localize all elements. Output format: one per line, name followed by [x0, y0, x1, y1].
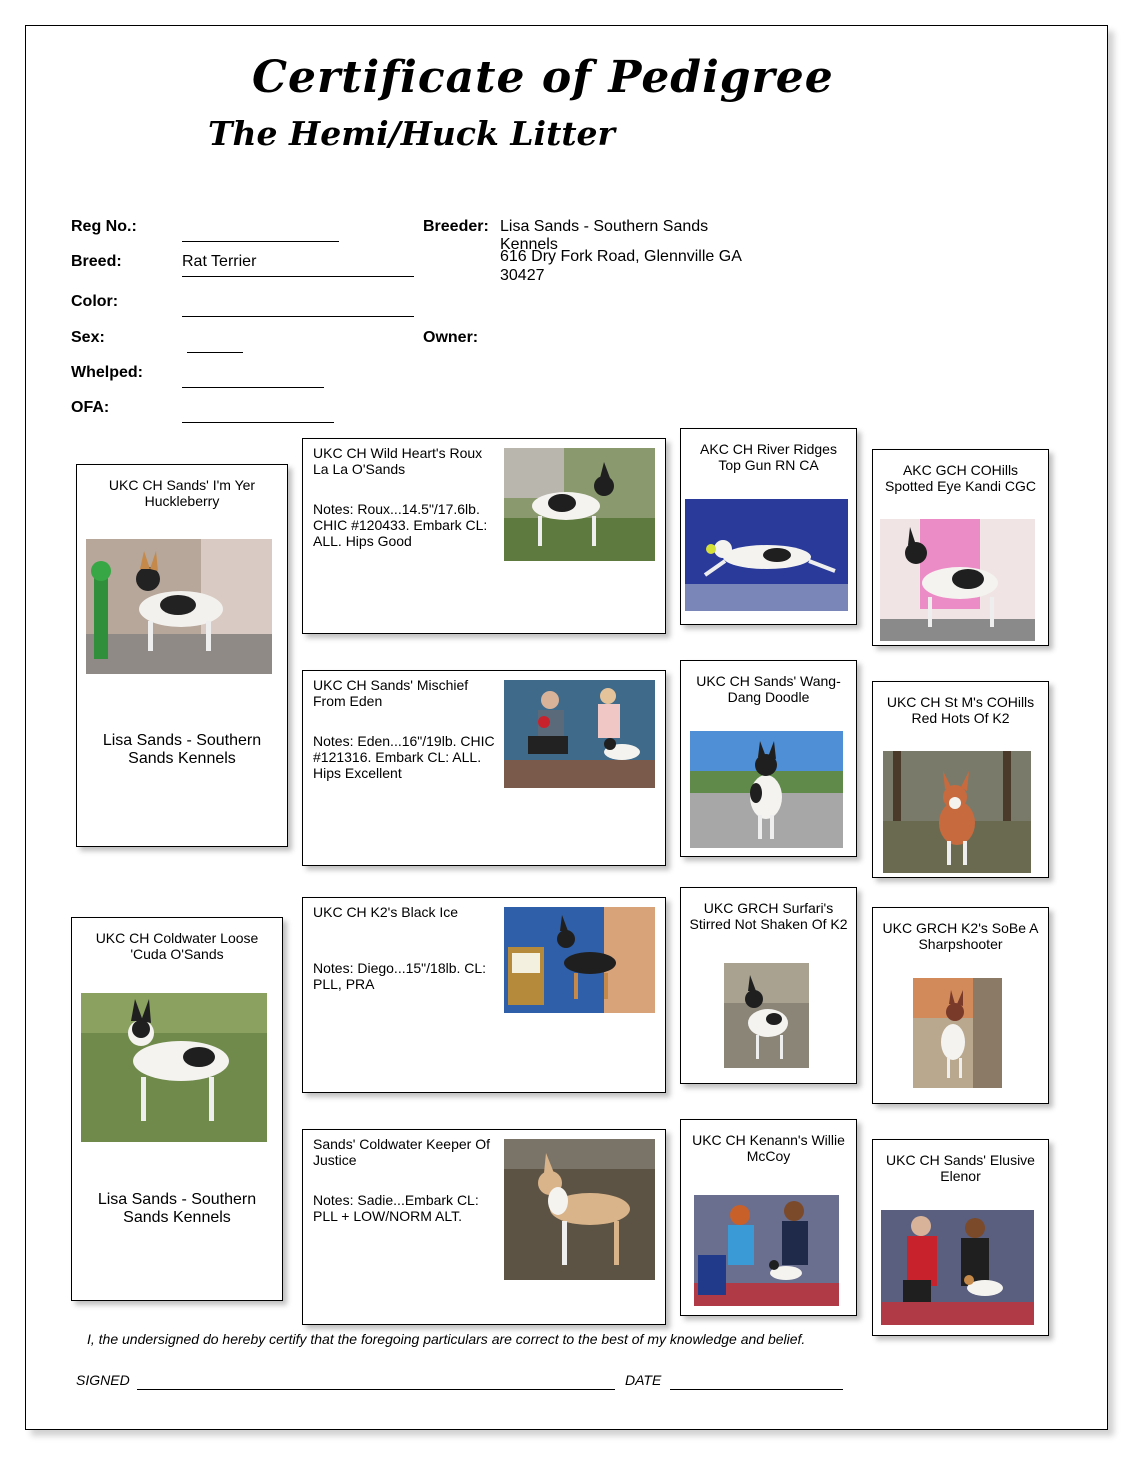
ofa-label: OFA: — [71, 399, 110, 416]
sire-name: UKC CH Sands' I'm Yer Huckleberry — [108, 477, 256, 509]
great-grandparent-name: UKC GRCH K2's SoBe A Sharpshooter — [882, 920, 1039, 952]
breed-underline — [182, 276, 414, 277]
breed-value: Rat Terrier — [182, 253, 257, 270]
signature-line — [137, 1389, 615, 1390]
grandparent-notes: Notes: Sadie...Embark CL: PLL + LOW/NORM ALT. — [313, 1192, 479, 1224]
great-grandparent-photo — [724, 963, 809, 1068]
whelped-underline — [182, 387, 324, 388]
great-grandparent-name: UKC CH Kenann's Willie McCoy — [692, 1132, 845, 1164]
grandparent-notes: Notes: Roux...14.5"/17.6lb. CHIC #120433. Embark CL: ALL. Hips Good — [313, 501, 488, 549]
litter-subtitle: The Hemi/Huck Litter — [208, 114, 615, 153]
breed-label: Breed: — [71, 253, 122, 270]
reg-label: Reg No.: — [71, 218, 137, 235]
great-grandparent-photo — [880, 519, 1035, 641]
sire-photo — [86, 539, 272, 674]
great-grandparent-box — [872, 907, 1049, 1104]
grandparent-name: Sands' Coldwater Keeper Of Justice — [313, 1136, 490, 1168]
grandparent-notes: Notes: Diego...15"/18lb. CL: PLL, PRA — [313, 960, 487, 992]
grandparent-box — [302, 438, 666, 634]
grandparent-photo — [504, 448, 655, 561]
date-label: DATE — [625, 1372, 662, 1388]
great-grandparent-photo — [685, 499, 848, 611]
great-grandparent-photo — [913, 978, 1002, 1088]
ofa-underline — [182, 422, 334, 423]
great-grandparent-name: UKC CH Sands' Elusive Elenor — [886, 1152, 1035, 1184]
sire-owner: Lisa Sands - Southern Sands Kennels — [102, 732, 262, 767]
great-grandparent-name: AKC CH River Ridges Top Gun RN CA — [700, 441, 837, 473]
sire-box — [76, 464, 288, 847]
great-grandparent-box — [872, 681, 1049, 878]
grandparent-photo — [504, 907, 655, 1013]
date-line — [670, 1389, 843, 1390]
great-grandparent-box — [680, 887, 857, 1084]
great-grandparent-photo — [694, 1195, 839, 1306]
grandparent-box — [302, 670, 666, 866]
dam-photo — [81, 993, 267, 1142]
sex-label: Sex: — [71, 329, 105, 346]
great-grandparent-photo — [883, 751, 1031, 873]
sex-underline — [187, 352, 243, 353]
great-grandparent-box — [680, 1119, 857, 1316]
great-grandparent-photo — [881, 1210, 1034, 1325]
grandparent-box — [302, 897, 666, 1093]
breeder-address-line2: 30427 — [500, 267, 545, 284]
great-grandparent-name: UKC GRCH Surfari's Stirred Not Shaken Of K2 — [689, 900, 848, 932]
breeder-name: Lisa Sands - Southern Sands Kennels — [500, 218, 709, 253]
dam-owner: Lisa Sands - Southern Sands Kennels — [97, 1191, 257, 1226]
great-grandparent-name: UKC CH Sands' Wang-Dang Doodle — [696, 673, 841, 705]
grandparent-notes: Notes: Eden...16"/19lb. CHIC #121316. Embark CL: ALL. Hips Excellent — [313, 733, 495, 781]
color-label: Color: — [71, 293, 119, 310]
great-grandparent-box — [680, 660, 857, 857]
grandparent-name: UKC CH Wild Heart's Roux La La O'Sands — [313, 445, 483, 477]
dam-box — [71, 917, 283, 1301]
grandparent-box — [302, 1129, 666, 1325]
great-grandparent-box — [872, 449, 1049, 646]
breeder-label: Breeder: — [423, 218, 489, 235]
owner-label: Owner: — [423, 329, 479, 346]
certificate-title: Certificate of Pedigree — [252, 52, 834, 103]
signed-label: SIGNED — [76, 1372, 130, 1388]
great-grandparent-box — [872, 1139, 1049, 1336]
grandparent-name: UKC CH K2's Black Ice — [313, 904, 459, 920]
certification-statement: I, the undersigned do hereby certify that the foregoing particulars are correct to the best of my knowledge and belief. — [87, 1331, 806, 1347]
grandparent-photo — [504, 680, 655, 788]
great-grandparent-name: UKC CH St M's COHills Red Hots Of K2 — [886, 694, 1035, 726]
whelped-label: Whelped: — [71, 364, 143, 381]
color-underline — [182, 316, 414, 317]
dam-name: UKC CH Coldwater Loose 'Cuda O'Sands — [95, 930, 259, 962]
great-grandparent-box — [680, 428, 857, 625]
grandparent-photo — [504, 1139, 655, 1280]
reg-underline — [182, 241, 339, 242]
grandparent-name: UKC CH Sands' Mischief From Eden — [313, 677, 469, 709]
breeder-address-line1: 616 Dry Fork Road, Glennville GA — [500, 248, 742, 265]
great-grandparent-photo — [690, 731, 843, 848]
great-grandparent-name: AKC GCH COHills Spotted Eye Kandi CGC — [885, 462, 1036, 494]
